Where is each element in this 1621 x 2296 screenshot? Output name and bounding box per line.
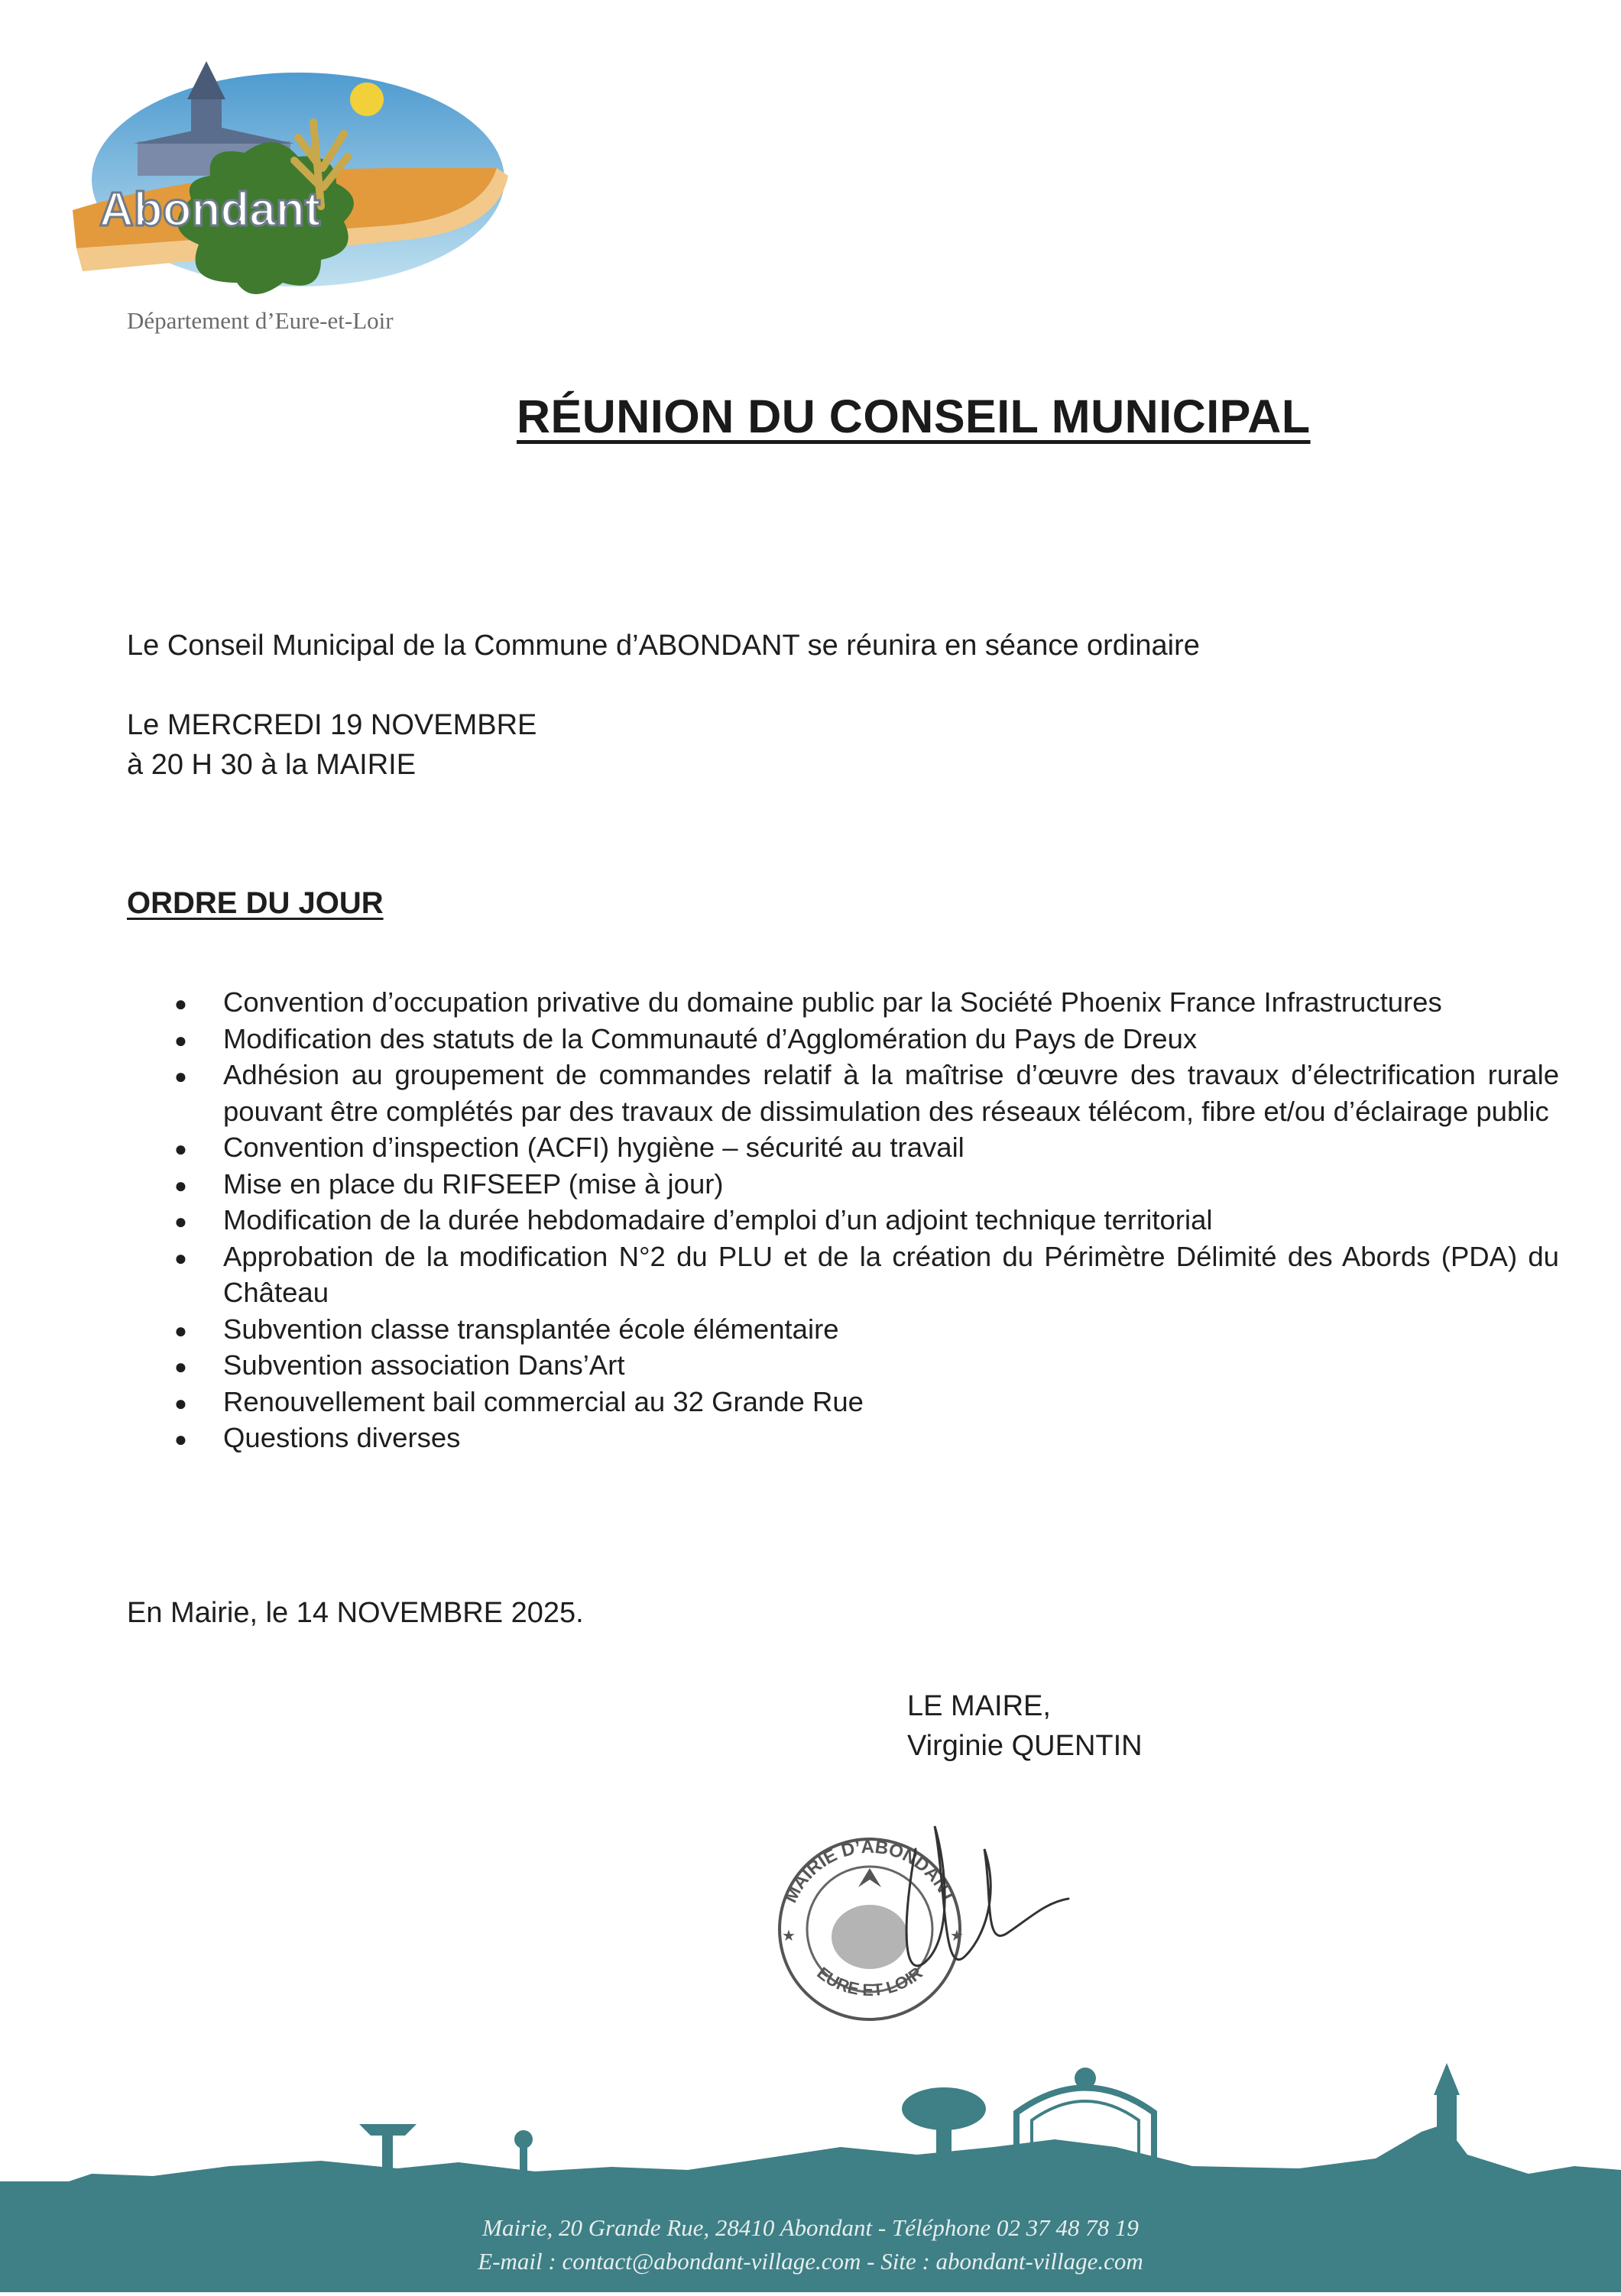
stamp-text-top: MAIRIE D’ABONDANT — [780, 1836, 960, 1906]
logo-wordmark: Abondant — [99, 183, 321, 236]
agenda-item: ● Modification des statuts de la Communauté d’Agglomération du Pays de Dreux — [168, 1021, 1559, 1057]
agenda-item: ● Mise en place du RIFSEEP (mise à jour) — [168, 1166, 1559, 1203]
agenda-item: ● Questions diverses — [168, 1420, 1559, 1456]
bullet-icon: ● — [174, 1064, 187, 1088]
agenda-item: ● Modification de la durée hebdomadaire d’emploi d’un adjoint technique territorial — [168, 1202, 1559, 1239]
agenda-item: ● Adhésion au groupement de commandes relatif à la maîtrise d’œuvre des travaux d’électrification rurale pouvant être complétés par des travaux de dissimulation des réseaux télécom, fibre et/ou d’éclairage public — [168, 1057, 1559, 1129]
agenda-title: ORDRE DU JOUR — [127, 886, 384, 920]
intro-text: Le Conseil Municipal de la Commune d’ABONDANT se réunira en séance ordinaire — [127, 630, 1200, 662]
bullet-icon: ● — [174, 1391, 187, 1415]
signatory-name: Virginie QUENTIN — [907, 1730, 1143, 1762]
agenda-item: ● Approbation de la modification N°2 du PLU et de la création du Périmètre Délimité des Abords (PDA) du Château — [168, 1239, 1559, 1311]
agenda-item: ● Convention d’occupation privative du domaine public par la Société Phoenix France Infrastructures — [168, 984, 1559, 1021]
page-title: RÉUNION DU CONSEIL MUNICIPAL — [517, 390, 1311, 442]
bullet-icon: ● — [174, 1318, 187, 1342]
bullet-icon: ● — [174, 1173, 187, 1197]
agenda-item: ● Convention d’inspection (ACFI) hygiène – sécurité au travail — [168, 1129, 1559, 1166]
bullet-icon: ● — [174, 992, 187, 1015]
place-date: En Mairie, le 14 NOVEMBRE 2025. — [127, 1597, 584, 1629]
bullet-icon: ● — [174, 1427, 187, 1451]
agenda-item: ● Subvention association Dans’Art — [168, 1347, 1559, 1384]
bullet-icon: ● — [174, 1028, 187, 1052]
agenda-list — [168, 984, 1559, 1456]
commune-logo — [69, 53, 527, 306]
bullet-icon: ● — [174, 1355, 187, 1378]
bullet-icon: ● — [174, 1210, 187, 1233]
department-label: Département d’Eure-et-Loir — [127, 307, 394, 334]
meeting-date: Le MERCREDI 19 NOVEMBRE — [127, 709, 537, 741]
bullet-icon: ● — [174, 1137, 187, 1161]
footer-contact: E-mail : contact@abondant-village.com - Site : abondant-village.com — [478, 2248, 1143, 2275]
official-stamp-and-signature — [755, 1803, 1076, 2040]
agenda-item: ● Subvention classe transplantée école élémentaire — [168, 1311, 1559, 1348]
bullet-icon: ● — [174, 1245, 187, 1270]
stamp-text-bottom: EURE ET LOIR — [813, 1963, 926, 2000]
signatory-role: LE MAIRE, — [907, 1690, 1051, 1722]
footer-address: Mairie, 20 Grande Rue, 28410 Abondant - Téléphone 02 37 48 78 19 — [482, 2214, 1139, 2241]
agenda-item: ● Renouvellement bail commercial au 32 Grande Rue — [168, 1384, 1559, 1420]
meeting-time-place: à 20 H 30 à la MAIRIE — [127, 749, 417, 781]
svg-text:★: ★ — [782, 1928, 796, 1945]
svg-text:★: ★ — [950, 1928, 964, 1945]
